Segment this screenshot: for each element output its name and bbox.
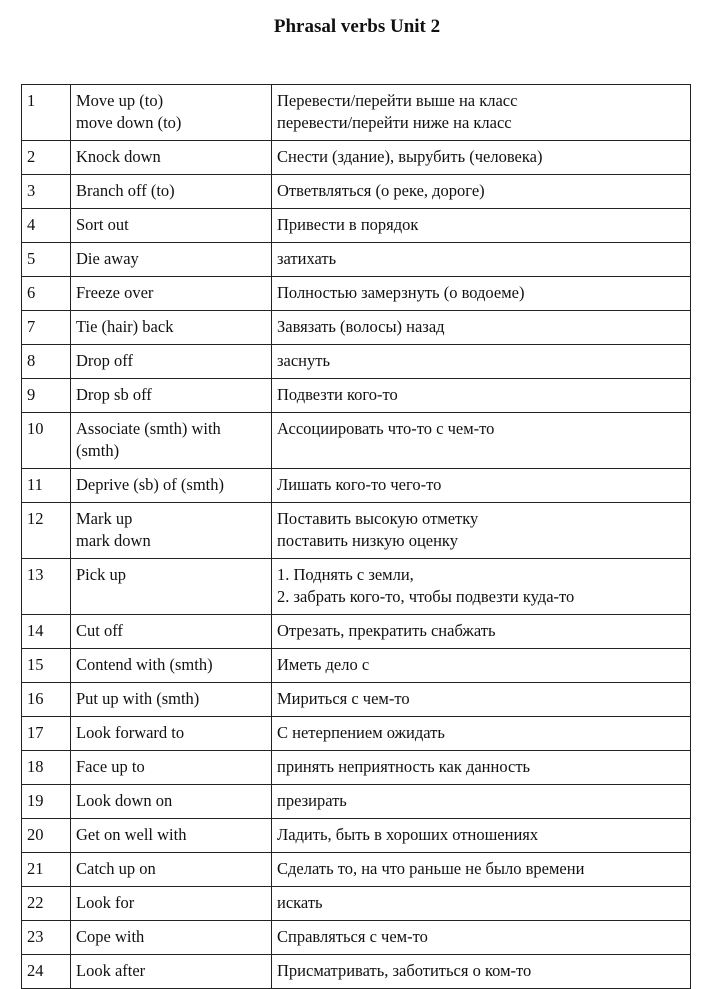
phrasal-verb: Cope with — [71, 921, 272, 955]
translation: Ответвляться (о реке, дороге) — [272, 175, 691, 209]
phrasal-verb: Look forward to — [71, 717, 272, 751]
table-row — [22, 175, 691, 209]
table-row — [22, 85, 691, 141]
phrasal-verb: Knock down — [71, 141, 272, 175]
translation: С нетерпением ожидать — [272, 717, 691, 751]
row-number: 23 — [22, 921, 71, 955]
table-row — [22, 277, 691, 311]
table-row — [22, 955, 691, 989]
phrasal-verb: Look down on — [71, 785, 272, 819]
phrasal-verb: Sort out — [71, 209, 272, 243]
translation: Подвезти кого-то — [272, 379, 691, 413]
table-row — [22, 209, 691, 243]
phrasal-verb: Pick up — [71, 559, 272, 615]
row-number: 14 — [22, 615, 71, 649]
phrasal-verb: Contend with (smth) — [71, 649, 272, 683]
phrasal-verb: Associate (smth) with (smth) — [71, 413, 272, 469]
table-row — [22, 751, 691, 785]
phrasal-verb: Drop off — [71, 345, 272, 379]
translation: Справляться с чем-то — [272, 921, 691, 955]
table-row — [22, 243, 691, 277]
row-number: 18 — [22, 751, 71, 785]
row-number: 20 — [22, 819, 71, 853]
translation: 1. Поднять с земли, 2. забрать кого-то, чтобы подвезти куда-то — [272, 559, 691, 615]
translation: Иметь дело с — [272, 649, 691, 683]
phrasal-verb: Face up to — [71, 751, 272, 785]
table-row — [22, 559, 691, 615]
phrasal-verb: Branch off (to) — [71, 175, 272, 209]
translation: Присматривать, заботиться о ком-то — [272, 955, 691, 989]
table-row — [22, 141, 691, 175]
phrasal-verbs-table — [21, 84, 691, 989]
translation: Мириться с чем-то — [272, 683, 691, 717]
table-row — [22, 853, 691, 887]
translation: Ладить, быть в хороших отношениях — [272, 819, 691, 853]
table-body — [22, 85, 691, 989]
table-row — [22, 311, 691, 345]
row-number: 8 — [22, 345, 71, 379]
translation: Лишать кого-то чего-то — [272, 469, 691, 503]
row-number: 7 — [22, 311, 71, 345]
row-number: 3 — [22, 175, 71, 209]
row-number: 2 — [22, 141, 71, 175]
phrasal-verb: Mark up mark down — [71, 503, 272, 559]
row-number: 15 — [22, 649, 71, 683]
table-row — [22, 469, 691, 503]
phrasal-verb: Put up with (smth) — [71, 683, 272, 717]
translation: Завязать (волосы) назад — [272, 311, 691, 345]
phrasal-verb: Cut off — [71, 615, 272, 649]
translation: заснуть — [272, 345, 691, 379]
table-row — [22, 649, 691, 683]
row-number: 11 — [22, 469, 71, 503]
translation: Отрезать, прекратить снабжать — [272, 615, 691, 649]
row-number: 24 — [22, 955, 71, 989]
phrasal-verb: Freeze over — [71, 277, 272, 311]
row-number: 19 — [22, 785, 71, 819]
phrasal-verb: Get on well with — [71, 819, 272, 853]
page-title: Phrasal verbs Unit 2 — [273, 16, 441, 37]
phrasal-verb: Drop sb off — [71, 379, 272, 413]
table-row — [22, 683, 691, 717]
table-row — [22, 413, 691, 469]
table-row — [22, 785, 691, 819]
translation: затихать — [272, 243, 691, 277]
row-number: 9 — [22, 379, 71, 413]
table-row — [22, 345, 691, 379]
table-row — [22, 615, 691, 649]
table-row — [22, 887, 691, 921]
row-number: 1 — [22, 85, 71, 141]
phrasal-verb: Tie (hair) back — [71, 311, 272, 345]
row-number: 12 — [22, 503, 71, 559]
phrasal-verb: Deprive (sb) of (smth) — [71, 469, 272, 503]
row-number: 22 — [22, 887, 71, 921]
translation: Перевести/перейти выше на класс перевести/перейти ниже на класс — [272, 85, 691, 141]
translation: Сделать то, на что раньше не было времени — [272, 853, 691, 887]
row-number: 10 — [22, 413, 71, 469]
phrasal-verb: Catch up on — [71, 853, 272, 887]
table-row — [22, 921, 691, 955]
phrasal-verb: Move up (to) move down (to) — [71, 85, 272, 141]
translation: Ассоциировать что-то с чем-то — [272, 413, 691, 469]
table-row — [22, 717, 691, 751]
row-number: 21 — [22, 853, 71, 887]
row-number: 16 — [22, 683, 71, 717]
phrasal-verb: Die away — [71, 243, 272, 277]
phrasal-verb: Look for — [71, 887, 272, 921]
row-number: 13 — [22, 559, 71, 615]
translation: принять неприятность как данность — [272, 751, 691, 785]
table-row — [22, 503, 691, 559]
row-number: 4 — [22, 209, 71, 243]
translation: Привести в порядок — [272, 209, 691, 243]
row-number: 5 — [22, 243, 71, 277]
translation: Снести (здание), вырубить (человека) — [272, 141, 691, 175]
row-number: 6 — [22, 277, 71, 311]
translation: Поставить высокую отметку поставить низкую оценку — [272, 503, 691, 559]
table-row — [22, 379, 691, 413]
phrasal-verb: Look after — [71, 955, 272, 989]
row-number: 17 — [22, 717, 71, 751]
table-row — [22, 819, 691, 853]
translation: Полностью замерзнуть (о водоеме) — [272, 277, 691, 311]
translation: презирать — [272, 785, 691, 819]
translation: искать — [272, 887, 691, 921]
